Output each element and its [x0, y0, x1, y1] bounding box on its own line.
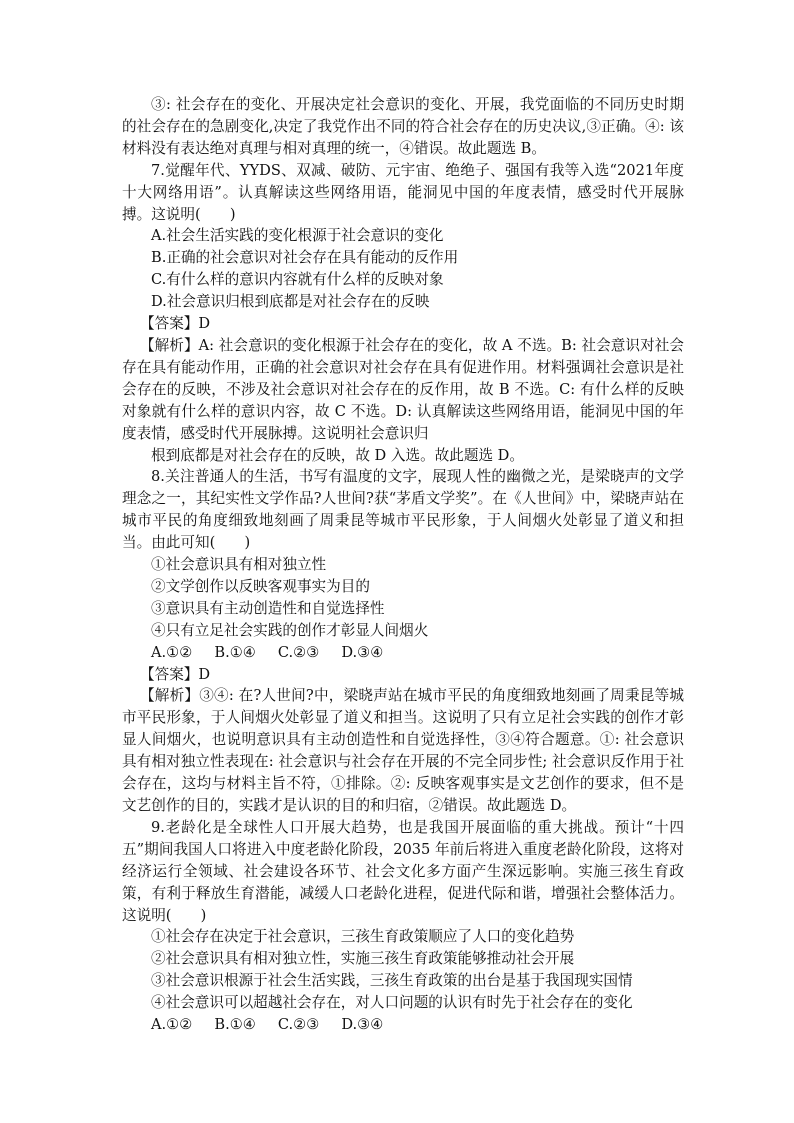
question-8-choice-b: B.①④: [214, 643, 256, 661]
question-9-item-1: ①社会存在决定于社会意识，三孩生育政策顺应了人口的变化趋势: [151, 928, 575, 946]
question-9-stem: 9.老龄化是全球性人口开展大趋势，也是我国开展面临的重大挑战。预计“十四五”期间我国人口将进入中度老龄化阶段，2035 年前后将进入重度老龄化阶段，这将对经济运行全领域、社会建设各环节、社会文化多方面产生深远影响。实施三孩生育政策，有利于释放生育潜能，减缓人口老龄化进程，促进代际和谐，增强社会整体活力。这说明( ): [122, 818, 684, 924]
question-7-option-c: C.有什么样的意识内容就有什么样的反映对象: [151, 271, 444, 289]
question-7-analysis-continued: 根到底都是对社会存在的反映，故 D 入选。故此题选 D。: [151, 446, 524, 464]
question-8-item-3: ③意识具有主动创造性和自觉选择性: [151, 599, 385, 617]
page-content: [122, 94, 684, 1036]
question-9-choice-d: D.③④: [341, 1016, 384, 1034]
question-7-option-d: D.社会意识归根到底都是对社会存在的反映: [151, 293, 430, 311]
question-9-choices: [122, 1014, 684, 1036]
question-9-choice-c: C.②③: [277, 1016, 320, 1034]
question-7-stem: 7.觉醒年代、YYDS、双减、破防、元宇宙、绝绝子、强国有我等入选“2021年度十大网络用语”。认真解读这些网络用语，能洞见中国的年度表情，感受时代开展脉搏。这说明( ): [122, 161, 684, 223]
question-9-item-4: ④社会意识可以超越社会存在，对人口问题的认识有时先于社会存在的变化: [151, 994, 633, 1012]
question-8-choices: [122, 642, 684, 664]
question-8-item-4: ④只有立足社会实践的创作才彰显人间烟火: [151, 621, 429, 639]
question-9-choice-a: A.①②: [151, 1016, 193, 1034]
question-9-choice-b: B.①④: [214, 1016, 256, 1034]
previous-analysis-paragraph: ③: 社会存在的变化、开展决定社会意识的变化、开展，我党面临的不同历史时期的社会存在的急剧变化,决定了我党作出不同的符合社会存在的历史决议,③正确。④: 该材料没有表达绝对真理与相对真理的统一，④错误。故此题选 B。: [122, 96, 684, 157]
question-9-item-3: ③社会意识根源于社会生活实践，三孩生育政策的出台是基于我国现实国情: [151, 972, 633, 990]
question-9-item-2: ②社会意识具有相对独立性，实施三孩生育政策能够推动社会开展: [151, 950, 575, 968]
question-7-analysis: 【解析】A: 社会意识的变化根源于社会存在的变化，故 A 不选。B: 社会意识对社会存在具有能动作用，正确的社会意识对社会存在具有促进作用。材料强调社会意识是社会存在的反映，不涉及社会意识对社会存在的反作用，故 B 不选。C: 有什么样的反映对象就有什么样的意识内容，故 C 不选。D: 认真解读这些网络用语，能洞见中国的年度表情，感受时代开展脉搏。这说明社会意识归: [122, 336, 684, 442]
question-8-item-2: ②文学创作以反映客观事实为目的: [151, 577, 370, 595]
question-8-stem: 8.关注普通人的生活，书写有温度的文字，展现人性的幽微之光，是梁晓声的文学理念之一，其纪实性文学作品?人世间?获“茅盾文学奖”。在《人世间》中，梁晓声站在城市平民的角度细致地刻画了周秉昆等城市平民形象，于人间烟火处彰显了道义和担当。由此可知( ): [122, 468, 684, 552]
question-7-option-a: A.社会生活实践的变化根源于社会意识的变化: [151, 227, 444, 245]
question-8-answer: 【答案】D: [140, 665, 211, 683]
question-8-choice-c: C.②③: [277, 643, 320, 661]
question-7-answer: 【答案】D: [140, 315, 211, 333]
question-8-item-1: ①社会意识具有相对独立性: [151, 556, 327, 574]
question-8-choice-d: D.③④: [341, 643, 384, 661]
question-7-option-b: B.正确的社会意识对社会存在具有能动的反作用: [151, 249, 459, 267]
question-8-choice-a: A.①②: [151, 643, 193, 661]
question-8-analysis: 【解析】③④: 在?人世间?中，梁晓声站在城市平民的角度细致地刻画了周秉昆等城市平民形象，于人间烟火处彰显了道义和担当。这说明了只有立足社会实践的创作才彰显人间烟火，也说明意识具有主动创造性和自觉选择性，③④符合题意。①: 社会意识具有相对独立性表现在: 社会意识与社会存在开展的不完全同步性; 社会意识反作用于社会存在，这均与材料主旨不符，①排除。②: 反映客观事实是文艺创作的要求，但不是文艺创作的目的，实践才是认识的目的和归宿，②错误。故此题选 D。: [122, 687, 684, 814]
